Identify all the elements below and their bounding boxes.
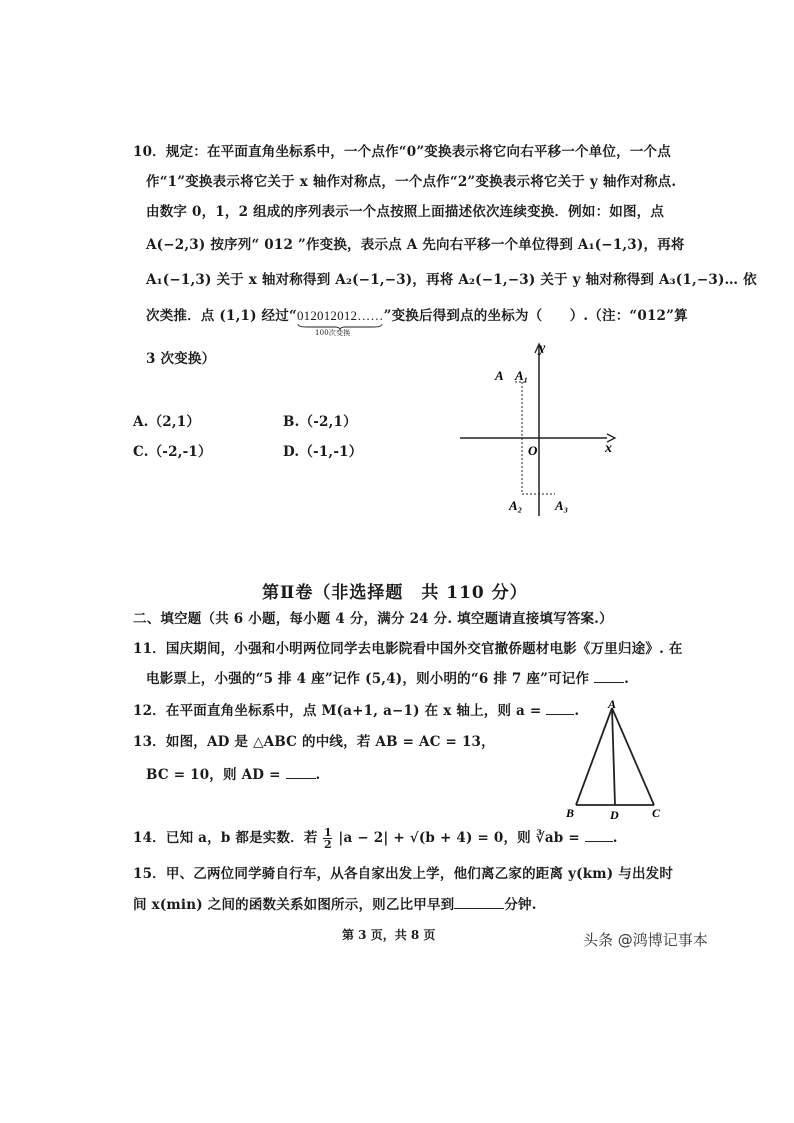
q14-pre: 14．已知 a，b 都是实数．若	[133, 830, 318, 846]
q10-line-1: 10．规定：在平面直角坐标系中，一个点作“0”变换表示将它向右平移一个单位，一个点	[133, 144, 671, 160]
q10-line-2: 作“1”变换表示将它关于 x 轴作对称点，一个点作“2”变换表示将它关于 y 轴作对称点.	[146, 174, 677, 190]
origin-label: O	[528, 443, 538, 458]
q11-line-2-text: 电影票上，小强的“5 排 4 座”记作 (5,4)，则小明的“6 排 7 座”可记作	[146, 671, 590, 687]
q12-text: 12．在平面直角坐标系中，点 M(a+1, a−1) 在 x 轴上，则 a =	[133, 703, 542, 719]
option-a: A.（2,1）	[133, 414, 201, 430]
q11-line-2: 电影票上，小强的“5 排 4 座”记作 (5,4)，则小明的“6 排 7 座”可记作 .	[146, 671, 630, 687]
vertex-b-label: B	[566, 806, 575, 820]
q10-line-6-pre: 次类推．点 (1,1) 经过“	[146, 308, 297, 324]
q10-line-6-post: ”变换后得到点的坐标为（ ）.（注：“012”算	[383, 308, 688, 324]
q10-line-3: 由数字 0，1，2 组成的序列表示一个点按照上面描述依次连续变换．例如：如图，点	[146, 204, 665, 220]
q10-coordinate-figure	[455, 338, 625, 520]
q14-line: 14．已知 a，b 都是实数．若 $\frac{1}{2}$ |a − 2| + √(b + 4) = 0，则 ∛ab = .	[133, 826, 618, 851]
point-a-label: A	[495, 368, 504, 383]
q14-mid: |a − 2| + √(b + 4) = 0，则	[338, 830, 531, 846]
sequence-note: 100次变换	[314, 329, 351, 337]
q13-line-2-text: BC = 10，则 AD =	[146, 767, 281, 783]
q10-line-7: 3 次变换）	[146, 351, 216, 367]
point-a1-label: A₁	[515, 368, 529, 383]
q13-line-2: BC = 10，则 AD = .	[146, 767, 321, 783]
q14-eq: =	[563, 830, 580, 846]
page-footer: 第 3 页，共 8 页	[342, 928, 436, 942]
fraction-one-half	[323, 827, 332, 850]
vertex-c-label: C	[652, 806, 661, 820]
q14-answer-blank[interactable]	[585, 829, 613, 842]
q11-line-1: 11．国庆期间，小强和小明两位同学去电影院看中国外交官撤侨题材电影《万里归途》. 在	[133, 641, 683, 657]
option-d: D.（-1,-1）	[283, 444, 363, 460]
y-axis-label: y	[539, 341, 546, 356]
q13-answer-blank[interactable]	[286, 766, 316, 779]
q12-line: 12．在平面直角坐标系中，点 M(a+1, a−1) 在 x 轴上，则 a = .	[133, 703, 580, 719]
point-d-label: D	[610, 808, 619, 822]
x-axis-label: x	[605, 441, 612, 456]
q10-line-4: A(−2,3) 按序列“ 012 ”作变换，表示点 A 先向右平移一个单位得到 A₁(−1,3)，再将	[146, 237, 685, 253]
q14-root: ∛ab	[535, 830, 564, 846]
q10-line-6	[146, 304, 688, 337]
q13-triangle-figure	[560, 698, 670, 824]
median-ad	[612, 708, 615, 805]
watermark: 头条 @鸿博记事本	[583, 931, 708, 949]
q15-line-2	[133, 893, 537, 913]
frac-numerator: 1	[324, 826, 332, 839]
side-ac	[612, 708, 654, 805]
frac-denominator: 2	[324, 838, 332, 851]
q15-answer-blank[interactable]	[454, 896, 504, 909]
q11-answer-blank[interactable]	[594, 670, 624, 683]
point-a2-label: A₂	[509, 498, 523, 513]
vertex-a-label: A	[608, 698, 617, 711]
q15-line-2-post: 分钟.	[504, 897, 537, 913]
sequence-with-brace	[296, 308, 384, 337]
transform-sequence: 012012012……	[296, 308, 384, 323]
section-subtitle: 二、填空题（共 6 小题，每小题 4 分，满分 24 分. 填空题请直接填写答案.）	[133, 611, 613, 627]
q10-line-5: A₁(−1,3) 关于 x 轴对称得到 A₂(−1,−3)，再将 A₂(−1,−3) 关于 y 轴对称得到 A₃(1,−3)… 依	[146, 272, 757, 288]
option-b: B.（-2,1）	[283, 414, 357, 430]
q15-line-2-pre: 间 x(min) 之间的函数关系如图所示，则乙比甲早到	[133, 897, 455, 913]
q15-line-1: 15．甲、乙两位同学骑自行车，从各自家出发上学，他们离乙家的距离 y(km) 与出发时	[133, 866, 674, 882]
side-ab	[576, 708, 612, 805]
point-a3-label: A₃	[555, 498, 569, 513]
option-c: C.（-2,-1）	[133, 444, 212, 460]
section-title: 第Ⅱ卷（非选择题 共 110 分）	[262, 583, 528, 603]
q13-line-1: 13．如图，AD 是 △ABC 的中线，若 AB = AC = 13，	[133, 734, 495, 750]
